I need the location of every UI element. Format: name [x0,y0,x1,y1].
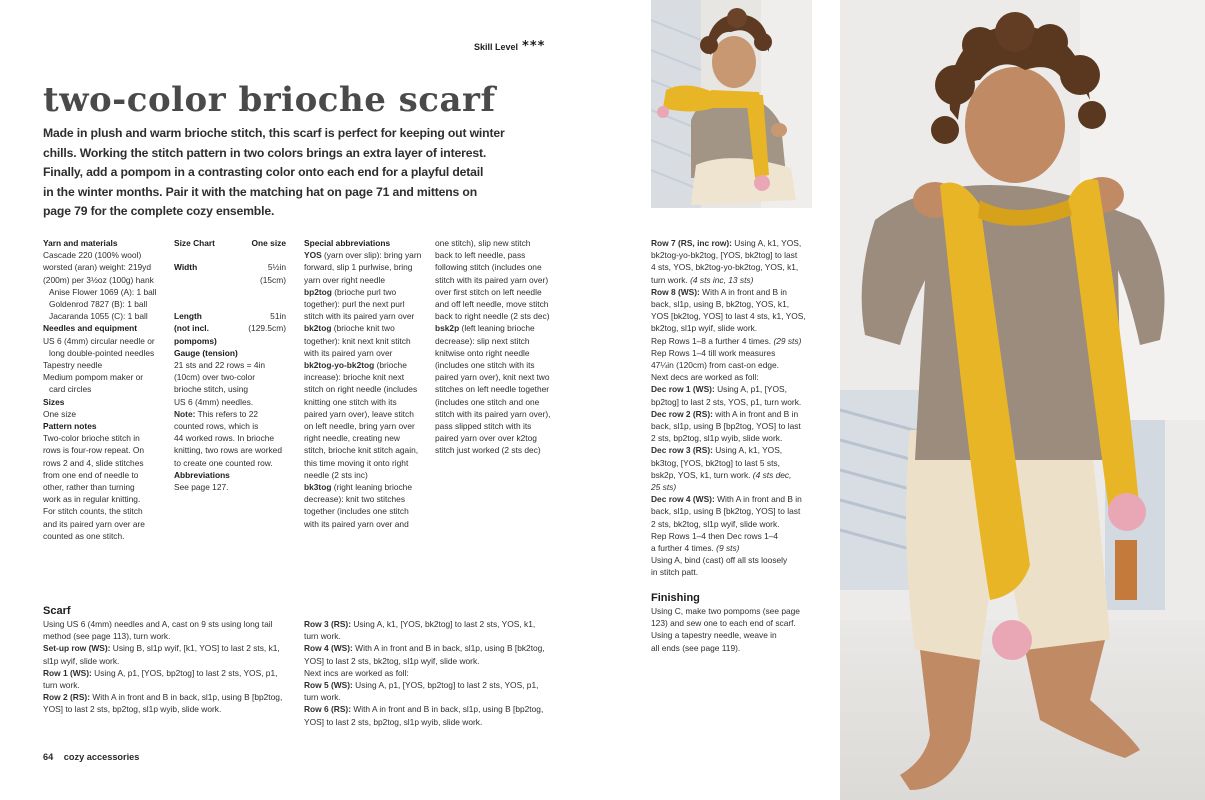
text: in stitch patt. [651,567,699,578]
instruction-line [651,444,811,456]
text: Using A, k1, YOS, [712,445,783,456]
width-label: Width [174,262,198,273]
text: this time moving it onto right [304,457,409,468]
term: Row 5 (WS): [304,680,353,691]
text: YOS] to last 2 sts, bp2tog, sl1p wyib, slide work. [43,704,222,715]
text: stitch on right needle (includes [304,384,418,395]
text: one stitch), slip new stitch [435,238,531,248]
text: 47¼in (120cm) from cast-on edge. [651,360,780,371]
materials-column [43,237,163,542]
finishing-section [651,591,811,654]
text: Using A, p1, [YOS, [714,384,787,395]
instruction-line [651,359,811,371]
needles-line: Tapestry needle [43,360,103,371]
skill-level [474,39,545,54]
yarn-line: (200m) per 3½oz (100g) hank [43,274,154,285]
finishing-line: Using a tapestry needle, weave in [651,630,777,641]
finishing-heading: Finishing [651,592,700,604]
text: paired yarn over over k2tog [435,433,537,444]
text: YOS] to last 2 sts, bp2tog, sl1p wyib, slide work. [304,716,483,727]
text: with its paired yarn over [304,347,393,358]
instruction-line [651,505,811,517]
text: turn work. [43,680,80,691]
text: back, sl1p, using B, bk2tog, YOS, k1, [651,299,790,310]
text: on left needle, bring yarn over [304,421,415,432]
abbreviation-line [435,310,561,322]
abbreviation-line [435,261,561,273]
text: yarn over right needle [304,274,386,285]
text: and off left needle, move stitch [435,299,549,310]
intro-line: Made in plush and warm brioche stitch, this scarf is perfect for keeping out winter [43,126,505,140]
scarf-section-continued [304,604,559,728]
instruction-line [651,518,811,530]
needles-line: card circles [49,384,92,395]
term: bp2tog [304,286,332,297]
text: 2 sts, bk2tog, sl1p wyif, slide work. [651,518,780,529]
abbreviation-line [435,371,561,383]
skill-level-label: Skill Level [474,41,519,52]
instruction-line [651,396,811,408]
text: bk2tog, sl1p wyif, slide work. [651,323,758,334]
term: Row 4 (WS): [304,643,353,654]
length-label-note: (not incl. [174,323,209,334]
abbreviations-heading: Abbreviations [174,469,230,480]
abbreviation-line [435,249,561,261]
instruction-line [304,691,559,703]
text: turn work. [304,692,341,703]
stitch-count: (9 sts) [716,543,740,554]
text: forward, slip 1 purlwise, bring [304,262,413,273]
text: (includes one stitch and one [435,396,540,407]
term: YOS [304,250,322,261]
abbreviation-line [435,298,561,310]
text: back to left needle, pass [435,250,526,261]
text: Rep Rows 1–8 a further 4 times. [651,335,774,346]
text: Rep Rows 1–4 then Dec rows 1–4 [651,530,779,541]
yarn-line: worsted (aran) weight: 219yd [43,262,151,273]
abbreviation-line [304,383,426,395]
abbreviation-line [304,432,426,444]
instruction-line [651,542,811,554]
abbreviation-line [435,322,561,334]
text: together (includes one stitch [304,506,409,517]
instruction-line [651,408,811,420]
yarn-color: Jacaranda 1055 (C): 1 ball [49,311,148,322]
instruction-line [651,286,811,298]
instruction-line [651,457,811,469]
abbreviation-line [304,481,426,493]
term: Row 8 (WS): [651,286,700,297]
pattern-notes-line: counted as one stitch. [43,530,125,541]
abbreviation-line [304,469,426,481]
text: Using A, p1, [YOS, bp2tog] to last 2 sts, YOS, p1, [352,680,539,691]
skill-stars: *** [522,39,546,54]
special-abbreviations-column [304,237,426,530]
term: Dec row 2 (RS): [651,408,713,419]
gauge-note-line: knitting, two rows are worked [174,445,282,456]
text: YOS] to last 2 sts, bk2tog, sl1p wyif, slide work. [304,655,480,666]
text: decrease): knit two stitches [304,494,406,505]
pattern-title: two-color brioche scarf [43,80,496,120]
abbreviation-line [304,408,426,420]
instruction-line [651,347,811,359]
text: bp2tog] to last 2 sts, YOS, p1, turn work. [651,396,802,407]
abbreviation-line [304,505,426,517]
instruction-line [651,566,811,578]
finishing-line: Using C, make two pompoms (see page [651,606,800,616]
length-value-metric: (129.5cm) [248,323,286,334]
text: with its paired yarn over and [304,518,409,529]
toddler-standing-photo [840,0,1205,800]
instruction-line [651,310,811,322]
instruction-line [43,618,298,630]
abbreviation-line [304,261,426,273]
term: bsk2p [435,323,460,334]
text: bk3tog, [YOS, bk2tog] to last 5 sts, [651,457,780,468]
text: back to right needle (2 sts dec) [435,311,550,322]
pattern-notes-line: other, rather than turning [43,482,135,493]
instruction-line [43,703,298,715]
instruction-line [651,383,811,395]
gauge-note-line: 44 worked rows. In brioche [174,433,275,444]
abbreviation-line [304,310,426,322]
pattern-notes-line: For stitch counts, the stitch [43,506,143,517]
instruction-line [651,371,811,383]
pattern-notes-line: rows is four-row repeat. On [43,445,144,456]
text: With A in front and B in [699,286,787,297]
text: paired yarn over), leave stitch [304,408,414,419]
abbreviation-line [435,432,561,444]
text: over first stitch on left needle [435,286,542,297]
text: back, sl1p, using B [bk2tog, YOS] to last [651,506,801,517]
term: bk2tog-yo-bk2tog [304,360,375,371]
instruction-line [651,493,811,505]
gauge-line: (10cm) over two-color [174,372,255,383]
gauge-note-label: Note: [174,408,196,419]
gauge-note-line: counted rows, which is [174,421,259,431]
needles-line: US 6 (4mm) circular needle or [43,335,155,346]
abbreviation-line [304,396,426,408]
pattern-notes-line: and its paired yarn over are [43,518,145,529]
instruction-line [651,554,811,566]
text: stitch with its paired yarn over) [435,274,549,285]
yarn-color: Goldenrod 7827 (B): 1 ball [49,299,148,310]
instruction-line [304,679,559,691]
text: stitches on left needle together [435,384,550,395]
text: turn work. [304,631,341,642]
text: (includes one stitch with its [435,360,535,371]
text: right needle, creating new [304,433,400,444]
page-number: 64 [43,752,54,762]
text: Using A, k1, YOS, [731,238,802,248]
pattern-notes-heading: Pattern notes [43,421,97,432]
text: With A in front and B in [714,494,802,505]
text: method (see page 113), turn work. [43,631,171,642]
text: (brioche knit two [331,323,395,334]
intro-line: chills. Working the stitch pattern in two colors brings an extra layer of interest. [43,145,487,160]
abbreviation-line [304,249,426,261]
size-chart [174,237,286,347]
term: Dec row 4 (WS): [651,494,715,505]
length-value: 51in [270,311,286,322]
abbreviation-line [435,383,561,395]
text: Using B, sl1p wyif, [k1, YOS] to last 2 sts, k1, [110,643,280,654]
yarn-line: Cascade 220 (100% wool) [43,250,142,261]
sizes-value: One size [43,408,77,419]
text: together): knit next knit stitch [304,335,411,346]
pattern-notes-line: Two-color brioche stitch in [43,433,140,444]
instruction-line [43,655,298,667]
abbreviation-line [304,444,426,456]
stitch-count: (29 sts) [773,335,802,346]
gauge-note-text: This refers to 22 [195,408,259,419]
text: turn work. [651,274,691,285]
term: Row 2 (RS): [43,692,90,703]
needles-heading: Needles and equipment [43,323,138,334]
toddler-sitting-photo [651,0,812,208]
text: (right leaning brioche [331,482,412,493]
stitch-count: 25 sts) [651,482,677,493]
gauge-line: US 6 (4mm) needles. [174,396,254,407]
abbreviation-line [304,359,426,371]
text: with A in front and B in [712,408,799,419]
size-chart-col-heading: One size [251,238,286,248]
text: bsk2p, YOS, k1, turn work. [651,469,753,480]
abbreviation-line [304,420,426,432]
abbreviation-line [435,444,561,456]
term: Row 6 (RS): [304,704,351,715]
finishing-line: all ends (see page 119). [651,642,741,653]
width-value-metric: (15cm) [259,274,286,285]
abbreviation-line [304,274,426,286]
abbreviation-line [435,396,561,408]
size-chart-heading: Size Chart [174,238,215,248]
text: Using A, p1, [YOS, bp2tog] to last 2 sts, YOS, p1, [91,667,278,678]
instruction-line [43,679,298,691]
instruction-line [651,432,811,444]
pattern-notes-line: rows 2 and 4, slide stitches [43,457,144,468]
instructions-continued [651,237,811,579]
instruction-line [43,667,298,679]
text: knitting one stitch with its [304,396,397,407]
text: (left leaning brioche [459,323,535,334]
term: Set-up row (WS): [43,643,111,654]
instruction-line [651,420,811,432]
instruction-line [651,530,811,542]
abbreviation-line [304,493,426,505]
special-abbreviations-continued [435,237,561,457]
text: With A in front and B in back, sl1p, using B [bp2tog, [351,704,544,715]
term: bk2tog [304,323,332,334]
yarn-heading: Yarn and materials [43,238,118,248]
text: stitch with its paired yarn over [304,311,415,322]
gauge-heading: Gauge (tension) [174,347,238,358]
instruction-line [304,618,559,630]
width-value: 5½in [267,262,286,273]
pattern-notes-line: work as in regular knitting. [43,494,141,505]
gauge-line: brioche stitch, using [174,384,249,395]
text: Next decs are worked as foll: [651,372,759,383]
abbreviation-line [435,286,561,298]
abbreviations-value: See page 127. [174,482,229,493]
text: stitch, brioche knit stitch again, [304,445,419,456]
text: 2 sts, bp2tog, sl1p wyib, slide work. [651,433,783,444]
abbreviation-line [435,408,561,420]
text: together): purl the next purl [304,299,405,310]
text: Rep Rows 1–4 till work measures [651,347,776,358]
length-label-note: pompoms) [174,335,217,346]
text: Next incs are worked as foll: [304,667,409,678]
stitch-count: (4 sts inc, 13 sts) [690,274,754,285]
needles-line: long double-pointed needles [49,347,155,358]
text: decrease): slip next stitch [435,335,530,346]
term: Row 1 (WS): [43,667,92,678]
yarn-color: Anise Flower 1069 (A): 1 ball [49,286,157,297]
text: 4 sts, YOS, bk2tog-yo-bk2tog, YOS, k1, [651,262,799,273]
instruction-line [304,630,559,642]
instruction-line [43,642,298,654]
text: back, sl1p, using B [bp2tog, YOS] to last [651,421,801,432]
instruction-line [304,703,559,715]
abbreviation-line [304,347,426,359]
scarf-heading: Scarf [43,605,71,617]
abbreviation-line [304,298,426,310]
instruction-line [651,298,811,310]
scarf-section [43,604,298,716]
stitch-count: (4 sts dec, [752,469,792,480]
text: following stitch (includes one [435,262,542,273]
text: bk2tog-yo-bk2tog, [YOS, bk2tog] to last [651,250,798,261]
text: paired yarn over), knit next two [435,372,550,383]
abbreviation-line [304,518,426,530]
text: (brioche purl two [331,286,397,297]
page-folio [43,752,139,762]
needles-line: Medium pompom maker or [43,372,144,383]
gauge-note-line: to create one counted row. [174,457,273,468]
text: (brioche [374,360,407,371]
instruction-line [304,655,559,667]
instruction-line [43,691,298,703]
finishing-line: 123) and sew one to each end of scarf. [651,618,796,629]
text: knitwise onto right needle [435,347,530,358]
text: (yarn over slip): bring yarn [321,250,422,261]
instruction-line [651,237,811,249]
text: sl1p wyif, slide work. [43,655,120,666]
instruction-line [304,667,559,679]
term: Dec row 3 (RS): [651,445,713,456]
instruction-line [43,630,298,642]
sizes-heading: Sizes [43,396,65,407]
text: With A in front and B in back, sl1p, using B [bp2tog, [90,692,283,703]
abbreviation-line [304,322,426,334]
instruction-line [304,716,559,728]
intro-line: page 79 for the complete cozy ensemble. [43,204,275,218]
instruction-line [651,274,811,286]
instruction-line [651,481,811,493]
abbreviation-line [435,237,561,249]
text: With A in front and B in back, sl1p, using B [bk2tog, [352,643,545,654]
term: Row 3 (RS): [304,619,351,629]
instruction-line [651,469,811,481]
intro-line: Finally, add a pompom in a contrasting color onto each end for a playful detail [43,165,484,179]
text: Using A, k1, [YOS, bk2tog] to last 2 sts, YOS, k1, [351,619,536,629]
abbreviation-line [435,359,561,371]
abbreviation-line [304,286,426,298]
text: YOS [bk2tog, YOS] to last 4 sts, k1, YOS, [651,311,806,322]
abbreviation-line [304,457,426,469]
instruction-line [651,261,811,273]
instruction-line [651,249,811,261]
abbreviation-line [304,335,426,347]
text: Using US 6 (4mm) needles and A, cast on 9 sts using long tail [43,619,273,629]
text: a further 4 times. [651,543,717,554]
section-name: cozy accessories [63,752,140,762]
term: Row 7 (RS, inc row): [651,238,732,248]
intro-paragraph [43,124,505,222]
length-label: Length [174,311,202,322]
instruction-line [304,642,559,654]
abbreviation-line [435,274,561,286]
instruction-line [651,322,811,334]
abbreviation-line [304,371,426,383]
text: Using A, bind (cast) off all sts loosely [651,555,788,566]
abbreviation-line [435,347,561,359]
abbreviation-line [435,420,561,432]
pattern-notes-line: from one end of needle to [43,469,139,480]
text: pass slipped stitch with its [435,421,532,432]
text: stitch with its paired yarn over), [435,408,551,419]
instruction-line [651,335,811,347]
term: Dec row 1 (WS): [651,384,715,395]
intro-line: in the winter months. Pair it with the matching hat on page 71 and mittens on [43,184,478,199]
text: increase): brioche knit next [304,372,405,383]
text: needle (2 sts inc) [304,469,368,480]
term: bk3tog [304,482,332,493]
abbreviation-line [435,335,561,347]
text: stitch just worked (2 sts dec) [435,445,541,456]
special-abbreviations-heading: Special abbreviations [304,238,391,248]
gauge-line: 21 sts and 22 rows = 4in [174,359,266,370]
size-gauge-column [174,237,292,493]
